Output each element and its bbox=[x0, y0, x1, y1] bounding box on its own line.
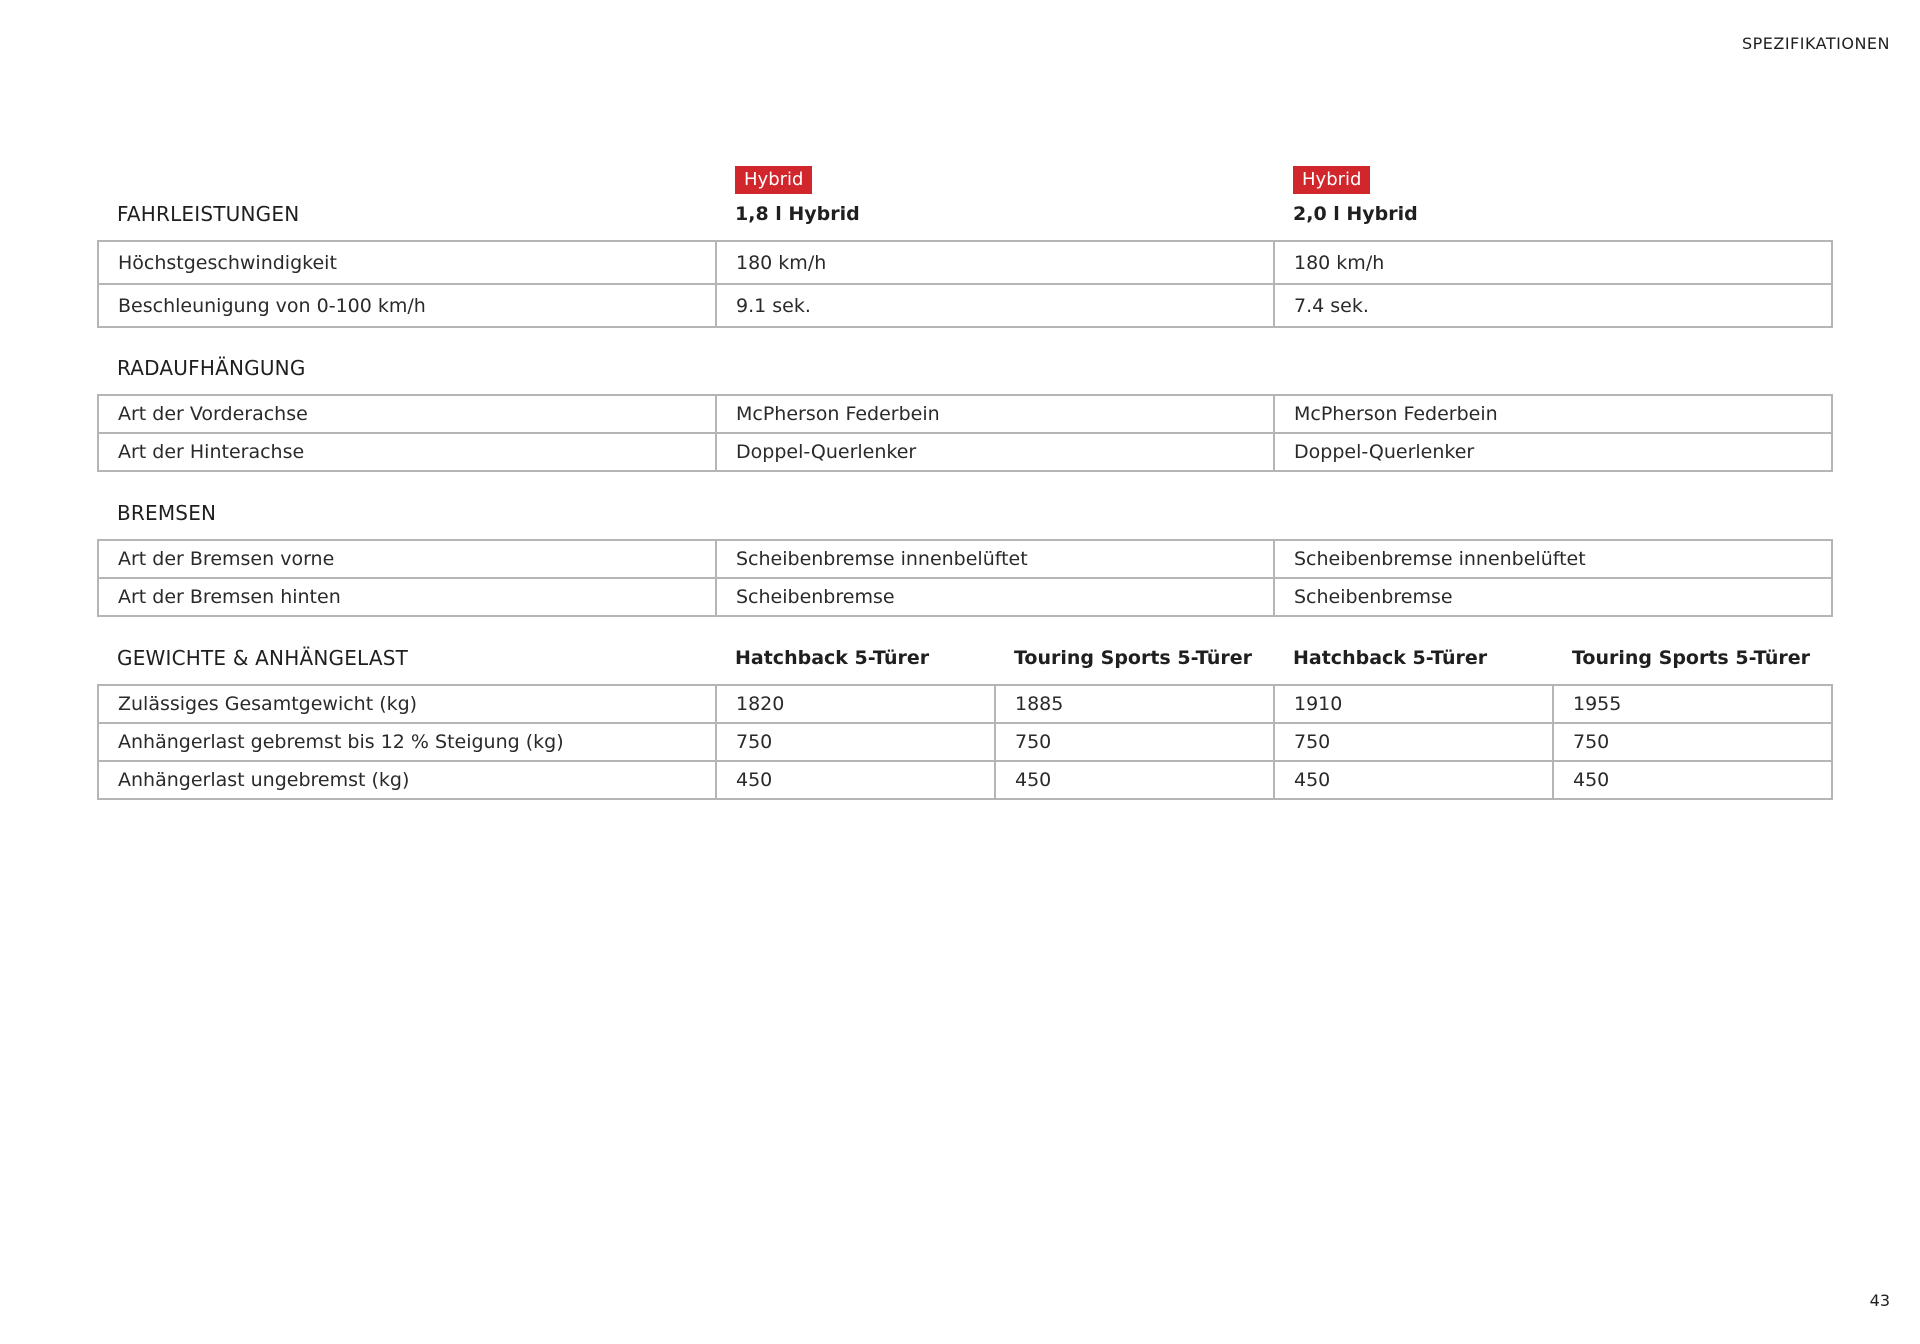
cell-value: McPherson Federbein bbox=[716, 395, 1274, 433]
section-title-gewichte: GEWICHTE & ANHÄNGELAST bbox=[117, 646, 409, 670]
cell-value: 9.1 sek. bbox=[716, 284, 1274, 327]
cell-value: 450 bbox=[995, 761, 1274, 799]
cell-value: 7.4 sek. bbox=[1274, 284, 1832, 327]
cell-value: Scheibenbremse innenbelüftet bbox=[1274, 540, 1832, 578]
row-label: Anhängerlast ungebremst (kg) bbox=[98, 761, 716, 799]
column-header-body-2: Touring Sports 5-Türer bbox=[1014, 647, 1252, 669]
row-label: Art der Bremsen vorne bbox=[98, 540, 716, 578]
cell-value: 750 bbox=[1274, 723, 1553, 761]
cell-value: 450 bbox=[1553, 761, 1832, 799]
column-header-body-4: Touring Sports 5-Türer bbox=[1572, 647, 1810, 669]
cell-value: Doppel-Querlenker bbox=[1274, 433, 1832, 471]
cell-value: 1885 bbox=[995, 685, 1274, 723]
column-header-engine-1: 1,8 l Hybrid bbox=[735, 203, 860, 225]
row-label: Höchstgeschwindigkeit bbox=[98, 241, 716, 284]
row-label: Art der Bremsen hinten bbox=[98, 578, 716, 616]
table-radaufhaengung bbox=[97, 394, 1833, 472]
table-row bbox=[98, 578, 1832, 616]
row-label: Art der Vorderachse bbox=[98, 395, 716, 433]
table-row bbox=[98, 723, 1832, 761]
section-title-bremsen: BREMSEN bbox=[117, 501, 217, 525]
table-row bbox=[98, 540, 1832, 578]
table-fahrleistungen bbox=[97, 240, 1833, 328]
table-row bbox=[98, 241, 1832, 284]
row-label: Anhängerlast gebremst bis 12 % Steigung (kg) bbox=[98, 723, 716, 761]
cell-value: 750 bbox=[716, 723, 995, 761]
table-row bbox=[98, 433, 1832, 471]
cell-value: 450 bbox=[716, 761, 995, 799]
section-header-label: SPEZIFIKATIONEN bbox=[1741, 34, 1890, 53]
table-row bbox=[98, 761, 1832, 799]
cell-value: 750 bbox=[1553, 723, 1832, 761]
table-row bbox=[98, 395, 1832, 433]
cell-value: 1820 bbox=[716, 685, 995, 723]
row-label: Beschleunigung von 0-100 km/h bbox=[98, 284, 716, 327]
page-number: 43 bbox=[1869, 1291, 1890, 1310]
row-label: Art der Hinterachse bbox=[98, 433, 716, 471]
cell-value: 180 km/h bbox=[1274, 241, 1832, 284]
cell-value: Scheibenbremse bbox=[716, 578, 1274, 616]
row-label: Zulässiges Gesamtgewicht (kg) bbox=[98, 685, 716, 723]
cell-value: 1910 bbox=[1274, 685, 1553, 723]
cell-value: 450 bbox=[1274, 761, 1553, 799]
table-row bbox=[98, 685, 1832, 723]
cell-value: 750 bbox=[995, 723, 1274, 761]
cell-value: Scheibenbremse bbox=[1274, 578, 1832, 616]
cell-value: 180 km/h bbox=[716, 241, 1274, 284]
section-title-fahrleistungen: FAHRLEISTUNGEN bbox=[117, 202, 300, 226]
table-bremsen bbox=[97, 539, 1833, 617]
table-gewichte bbox=[97, 684, 1833, 800]
cell-value: Doppel-Querlenker bbox=[716, 433, 1274, 471]
hybrid-badge-1: Hybrid bbox=[735, 166, 812, 194]
column-header-body-3: Hatchback 5-Türer bbox=[1293, 647, 1488, 669]
column-header-body-1: Hatchback 5-Türer bbox=[735, 647, 930, 669]
table-row bbox=[98, 284, 1832, 327]
column-header-engine-2: 2,0 l Hybrid bbox=[1293, 203, 1418, 225]
section-title-radaufhaengung: RADAUFHÄNGUNG bbox=[117, 356, 306, 380]
cell-value: McPherson Federbein bbox=[1274, 395, 1832, 433]
cell-value: Scheibenbremse innenbelüftet bbox=[716, 540, 1274, 578]
hybrid-badge-2: Hybrid bbox=[1293, 166, 1370, 194]
cell-value: 1955 bbox=[1553, 685, 1832, 723]
